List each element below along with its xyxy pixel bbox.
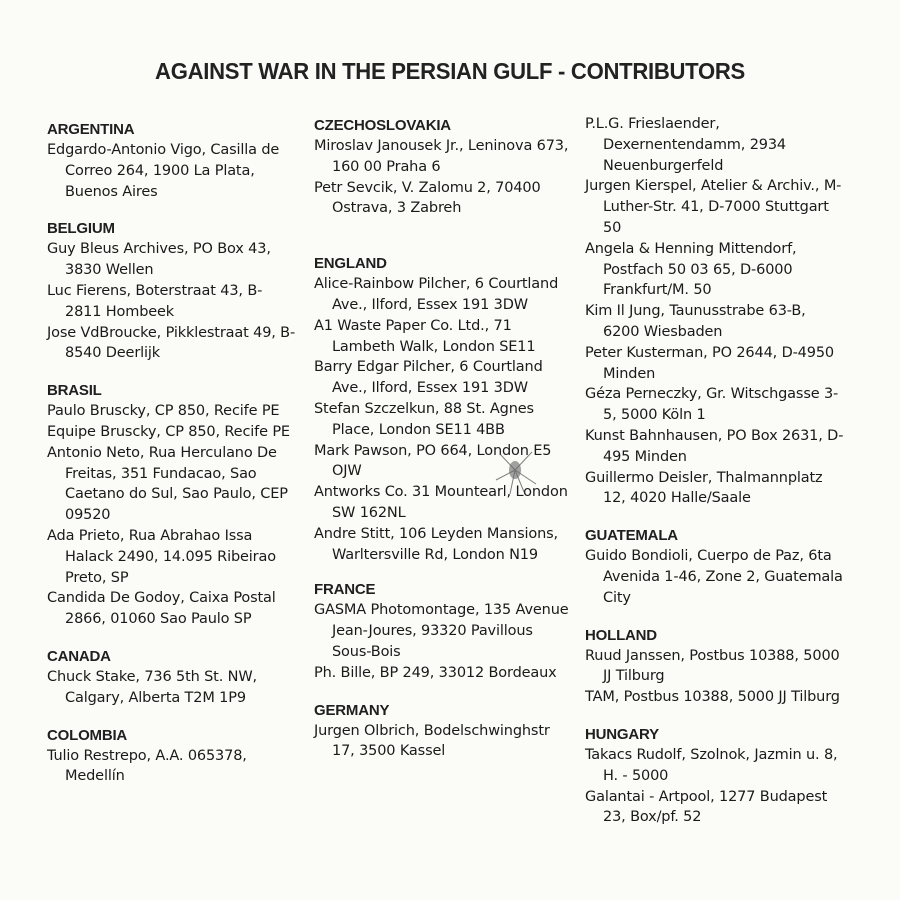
contributor-entry: Kunst Bahnhausen, PO Box 2631, D-495 Minden (585, 427, 844, 465)
contributor-entry: Mark Pawson, PO 664, London E5 OJW (314, 442, 552, 480)
page-title: AGAINST WAR IN THE PERSIAN GULF - CONTRIBUTORS (155, 58, 745, 84)
contributor-entry: P.L.G. Frieslaender, Dexernentendamm, 2934 Neuenburgerfeld (585, 116, 786, 174)
contributor-entry: Guy Bleus Archives, PO Box 43, 3830 Wellen (47, 241, 271, 279)
contributor-entry: A1 Waste Paper Co. Ltd., 71 Lambeth Walk, London SE11 (314, 317, 536, 355)
ink-smudge-mark (480, 440, 550, 500)
contributors-column-1 (47, 119, 297, 787)
contributor-entry: Géza Perneczky, Gr. Witschgasse 3-5, 5000 Köln 1 (585, 386, 839, 424)
contributor-entry: Andre Stitt, 106 Leyden Mansions, Warltersville Rd, London N19 (314, 525, 558, 563)
contributor-entry: Stefan Szczelkun, 88 St. Agnes Place, London SE11 4BB (314, 400, 534, 438)
contributor-entry: Jurgen Olbrich, Bodelschwinghstr 17, 3500 Kassel (314, 722, 550, 760)
country-section-england (314, 253, 569, 565)
country-heading: CZECHOSLOVAKIA (314, 117, 451, 134)
contributor-entry: Miroslav Janousek Jr., Leninova 673, 160 00 Praha 6 (314, 138, 569, 175)
contributor-entry: Takacs Rudolf, Szolnok, Jazmin u. 8, H. - 5000 (585, 746, 838, 784)
country-heading: ARGENTINA (47, 121, 135, 138)
country-heading: HOLLAND (585, 626, 657, 644)
country-section-hungary (585, 724, 845, 828)
contributor-entry: Guido Bondioli, Cuerpo de Paz, 6ta Avenida 1-46, Zone 2, Guatemala City (585, 548, 843, 606)
country-heading: CANADA (47, 647, 111, 665)
contributor-entry: Antonio Neto, Rua Herculano De Freitas, 351 Fundacao, Sao Caetano do Sul, Sao Paulo, CEP 09520 (47, 444, 288, 524)
contributor-entry: Peter Kusterman, PO 2644, D-4950 Minden (585, 344, 834, 382)
country-section-czechoslovakia (314, 115, 569, 219)
contributor-entry: Ada Prieto, Rua Abrahao Issa Halack 2490, 14.095 Ribeirao Preto, SP (47, 527, 276, 586)
country-heading: GUATEMALA (585, 527, 678, 545)
contributor-entry: Jurgen Kierspel, Atelier & Archiv., M-Luther-Str. 41, D-7000 Stuttgart 50 (585, 178, 842, 236)
country-section-france (314, 579, 569, 683)
country-section-argentina (47, 119, 297, 202)
contributor-entry: Guillermo Deisler, Thalmannplatz 12, 4020 Halle/Saale (585, 469, 823, 507)
contributor-entry: Tulio Restrepo, A.A. 065378, Medellín (47, 747, 247, 785)
contributor-entry: Equipe Bruscky, CP 850, Recife PE (47, 423, 290, 440)
contributor-entry: GASMA Photomontage, 135 Avenue Jean-Joures, 93320 Pavillous Sous-Bois (314, 602, 569, 660)
contributor-entry: Alice-Rainbow Pilcher, 6 Courtland Ave., Ilford, Essex 191 3DW (314, 276, 559, 313)
country-heading: ENGLAND (314, 255, 387, 273)
contributor-entry: Chuck Stake, 736 5th St. NW, Calgary, Alberta T2M 1P9 (47, 668, 257, 706)
contributor-entry: Kim Il Jung, Taunusstrabe 63-B, 6200 Wiesbaden (585, 303, 806, 340)
contributors-column-2 (314, 115, 569, 762)
contributor-entry: Angela & Henning Mittendorf, Postfach 50 03 65, D-6000 Frankfurt/M. 50 (585, 240, 797, 299)
contributor-entry: Paulo Bruscky, CP 850, Recife PE (47, 403, 280, 420)
country-section-canada (47, 646, 297, 709)
contributor-entry: Edgardo-Antonio Vigo, Casilla de Correo 264, 1900 La Plata, Buenos Aires (47, 142, 280, 200)
country-section-colombia (47, 725, 297, 788)
country-heading: GERMANY (314, 701, 390, 719)
country-section-brasil (47, 380, 297, 630)
country-section-holland (585, 625, 845, 708)
contributor-entry: Petr Sevcik, V. Zalomu 2, 70400 Ostrava, 3 Zabreh (314, 179, 541, 217)
contributor-entry: TAM, Postbus 10388, 5000 JJ Tilburg (585, 689, 840, 706)
contributor-entry: Candida De Godoy, Caixa Postal 2866, 01060 Sao Paulo SP (47, 590, 276, 628)
country-heading: COLOMBIA (47, 726, 128, 744)
country-section-guatemala (585, 525, 845, 608)
country-section-germany (314, 700, 569, 763)
contributor-entry: Luc Fierens, Boterstraat 43, B-2811 Hombeek (47, 282, 263, 320)
contributor-entry: Ph. Bille, BP 249, 33012 Bordeaux (314, 664, 557, 681)
country-section-germany-continued (585, 114, 845, 509)
contributors-column-3 (585, 114, 845, 828)
contributor-entry: Antworks Co. 31 Mountearl, London SW 162NL (314, 484, 568, 521)
country-heading: FRANCE (314, 581, 376, 599)
country-heading: BELGIUM (47, 220, 115, 238)
contributor-entry: Barry Edgar Pilcher, 6 Courtland Ave., Ilford, Essex 191 3DW (314, 359, 543, 397)
country-section-belgium (47, 218, 297, 364)
contributor-entry: Ruud Janssen, Postbus 10388, 5000 JJ Tilburg (585, 647, 840, 685)
country-heading: BRASIL (47, 382, 102, 400)
contributor-entry: Jose VdBroucke, Pikklestraat 49, B-8540 Deerlijk (47, 324, 296, 362)
contributor-entry: Galantai - Artpool, 1277 Budapest 23, Box/pf. 52 (585, 788, 828, 826)
country-heading: HUNGARY (585, 725, 659, 743)
